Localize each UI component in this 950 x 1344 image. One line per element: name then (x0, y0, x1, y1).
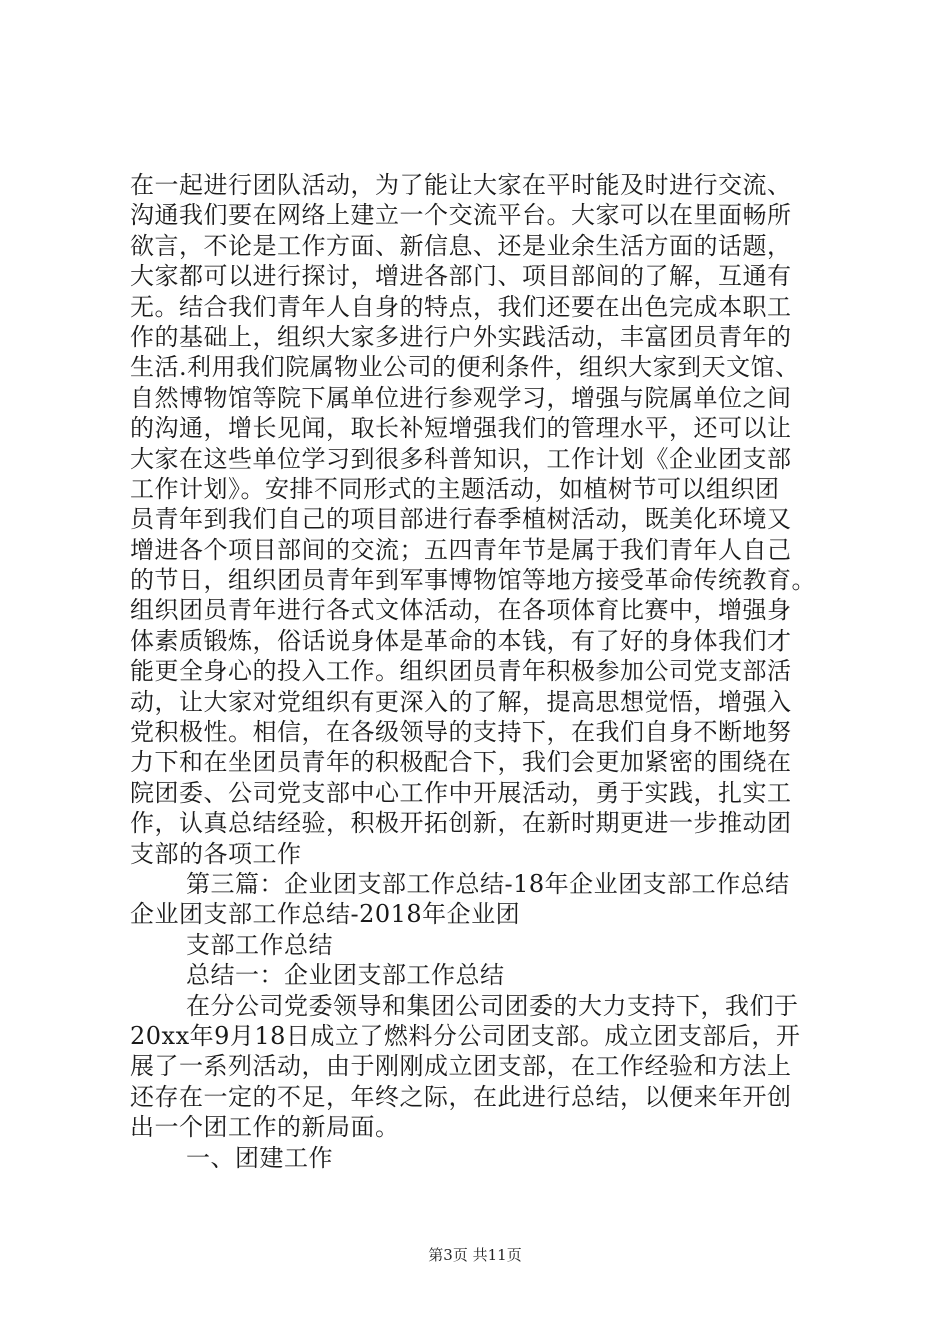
text-line: 能更全身心的投入工作。组织团员青年积极参加公司党支部活 (130, 657, 792, 686)
text-line: 组织团员青年进行各式文体活动，在各项体育比赛中，增强身 (130, 596, 792, 625)
text-line: 工作计划》。安排不同形式的主题活动，如植树节可以组织团 (130, 474, 780, 503)
text-line: 院团委、公司党支部中心工作中开展活动，勇于实践，扎实工 (130, 778, 792, 807)
text-line: 作的基础上，组织大家多进行户外实践活动，丰富团员青年的 (130, 322, 792, 351)
text-line: 的沟通，增长见闻，取长补短增强我们的管理水平，还可以让 (130, 414, 792, 443)
text-line: 员青年到我们自己的项目部进行春季植树活动，既美化环境又 (130, 505, 792, 534)
text-line: 党积极性。相信，在各级领导的支持下，在我们自身不断地努 (130, 718, 792, 747)
text-line: 生活.利用我们院属物业公司的便利条件，组织大家到天文馆、 (130, 353, 800, 382)
text-line: 无。结合我们青年人自身的特点，我们还要在出色完成本职工 (130, 292, 792, 321)
text-line: 还存在一定的不足，年终之际，在此进行总结，以便来年开创 (130, 1082, 792, 1111)
body-text (130, 170, 850, 1173)
subsection-heading: 总结一：企业团支部工作总结 (186, 961, 505, 990)
text-line: 自然博物馆等院下属单位进行参观学习，增强与院属单位之间 (130, 383, 792, 412)
text-line: 体素质锻炼，俗话说身体是革命的本钱，有了好的身体我们才 (130, 626, 792, 655)
text-line: 20xx年9月18日成立了燃料分公司团支部。成立团支部后，开 (130, 1021, 801, 1050)
text-line: 力下和在坐团员青年的积极配合下，我们会更加紧密的围绕在 (130, 748, 792, 777)
text-line: 动，让大家对党组织有更深入的了解，提高思想觉悟，增强入 (130, 687, 792, 716)
item-heading: 一、团建工作 (186, 1143, 333, 1172)
text-line: 大家在这些单位学习到很多科普知识，工作计划《企业团支部 (130, 444, 792, 473)
text-line: 支部的各项工作 (130, 839, 302, 868)
text-line: 在分公司党委领导和集团公司团委的大力支持下，我们于 (186, 991, 799, 1020)
section-heading-continued: 企业团支部工作总结-2018年企业团 (130, 900, 521, 929)
text-line: 欲言，不论是工作方面、新信息、还是业余生活方面的话题， (130, 231, 792, 260)
text-line: 沟通我们要在网络上建立一个交流平台。大家可以在里面畅所 (130, 201, 792, 230)
page-number: 第3页 共11页 (428, 1246, 522, 1264)
section-heading-continued: 支部工作总结 (186, 930, 333, 959)
text-line: 出一个团工作的新局面。 (130, 1113, 400, 1142)
text-line: 增进各个项目部间的交流；五四青年节是属于我们青年人自己 (130, 535, 792, 564)
section-heading: 第三篇：企业团支部工作总结-18年企业团支部工作总结 (186, 869, 790, 898)
text-line: 大家都可以进行探讨，增进各部门、项目部间的了解，互通有 (130, 262, 792, 291)
text-line: 作，认真总结经验，积极开拓创新，在新时期更进一步推动团 (130, 809, 792, 838)
text-line: 的节日，组织团员青年到军事博物馆等地方接受革命传统教育。 (130, 566, 816, 595)
text-line: 展了一系列活动，由于刚刚成立团支部，在工作经验和方法上 (130, 1052, 792, 1081)
text-line: 在一起进行团队活动，为了能让大家在平时能及时进行交流、 (130, 171, 792, 199)
